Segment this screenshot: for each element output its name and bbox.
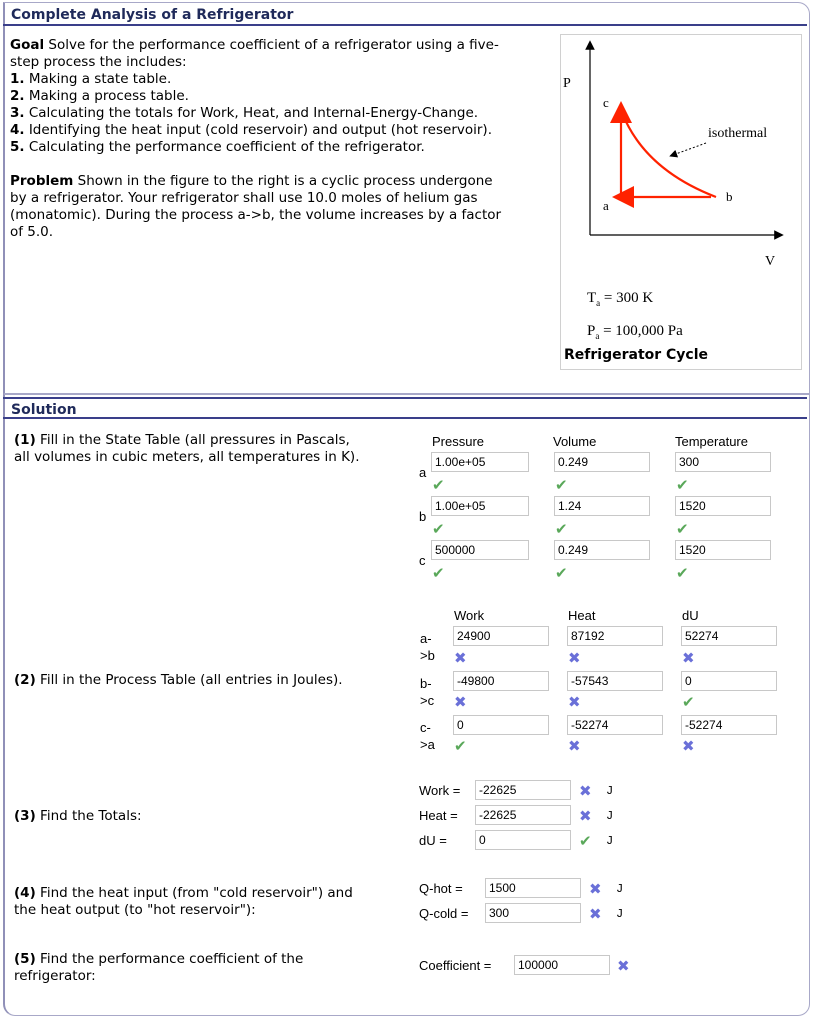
point-c-label: c: [603, 95, 609, 110]
qhot-label: Q-hot =: [419, 881, 463, 896]
process-ab-du-input[interactable]: [681, 626, 777, 646]
ta-sub: a: [596, 298, 601, 308]
point-b-label: b: [726, 189, 733, 204]
step5-num: (5): [14, 951, 36, 967]
step-num-1: 1.: [10, 71, 25, 87]
check-icon: ✔: [676, 520, 689, 538]
goal-line-1: Solve for the performance coefficient of a refrigerator using a five-: [48, 37, 499, 53]
analysis-title: Complete Analysis of a Refrigerator: [11, 7, 294, 23]
problem-line-1: Shown in the figure to the right is a cyclic process undergone: [77, 173, 493, 189]
check-icon: ✔: [432, 476, 445, 494]
isothermal-curve: [623, 115, 716, 197]
cross-icon: ✖: [568, 649, 581, 667]
process-ca-work-input[interactable]: [453, 715, 549, 735]
check-icon: ✔: [555, 564, 568, 582]
total-work-label: Work =: [419, 783, 461, 798]
process-ca-heat-input[interactable]: [567, 715, 663, 735]
step-num-2: 2.: [10, 88, 25, 104]
problem-label: Problem: [10, 173, 74, 189]
ta-label: T: [587, 290, 597, 306]
qcold-unit: J: [616, 907, 624, 921]
step-text-1: Making a state table.: [28, 71, 172, 87]
coefficient-input[interactable]: [514, 955, 610, 975]
problem-line-3: (monatomic). During the process a->b, the volume increases by a factor: [10, 207, 502, 223]
process-ca-label-1: c-: [420, 720, 431, 735]
state-header-volume: Volume: [553, 434, 597, 449]
problem-line-2: by a refrigerator. Your refrigerator shall use 10.0 moles of helium gas: [10, 190, 478, 206]
step1-line-1: Fill in the State Table (all pressures in Pascals,: [40, 432, 350, 448]
process-bc-label-2: >c: [420, 693, 435, 708]
check-icon: ✔: [555, 476, 568, 494]
qhot-input[interactable]: [485, 878, 581, 898]
state-a-temperature-input[interactable]: [675, 452, 771, 472]
check-icon: ✔: [432, 520, 445, 538]
state-b-volume-input[interactable]: [554, 496, 650, 516]
step5-line-1: Find the performance coefficient of the: [40, 951, 304, 967]
step1-line-2: all volumes in cubic meters, all temperatures in K).: [14, 449, 360, 465]
total-heat-unit: J: [606, 809, 614, 823]
step5-text: [14, 951, 404, 985]
process-row-ca-label: [420, 719, 435, 753]
isothermal-pointer: [673, 143, 706, 155]
process-header-work: Work: [454, 608, 485, 623]
pa-readout: [587, 323, 683, 345]
goal-label: Goal: [10, 37, 45, 53]
process-header-heat: Heat: [568, 608, 596, 623]
cross-icon: ✖: [617, 957, 630, 975]
goal-text: [10, 37, 550, 156]
step-text-4: Identifying the heat input (cold reservoir) and output (hot reservoir).: [28, 122, 492, 138]
step3-line: Find the Totals:: [40, 808, 142, 824]
cross-icon: ✖: [454, 649, 467, 667]
step1-num: (1): [14, 432, 36, 448]
step2-num: (2): [14, 672, 36, 688]
cross-icon: ✖: [568, 737, 581, 755]
cross-icon: ✖: [579, 807, 592, 825]
cross-icon: ✖: [579, 782, 592, 800]
state-b-temperature-input[interactable]: [675, 496, 771, 516]
step-num-3: 3.: [10, 105, 25, 121]
cross-icon: ✖: [454, 693, 467, 711]
pa-value: = 100,000 Pa: [603, 323, 683, 339]
pa-sub: a: [595, 331, 600, 341]
check-icon: ✔: [432, 564, 445, 582]
process-bc-label-1: b-: [420, 676, 432, 691]
check-icon: ✔: [579, 832, 592, 850]
total-heat-label: Heat =: [419, 808, 458, 823]
process-bc-heat-input[interactable]: [567, 671, 663, 691]
v-axis-label: V: [765, 254, 776, 269]
process-ab-heat-input[interactable]: [567, 626, 663, 646]
check-icon: ✔: [676, 476, 689, 494]
process-ab-label-2: >b: [420, 648, 435, 663]
process-bc-work-input[interactable]: [453, 671, 549, 691]
state-row-c-label: c: [419, 553, 426, 568]
process-ab-label-1: a-: [420, 631, 432, 646]
state-b-pressure-input[interactable]: [431, 496, 529, 516]
check-icon: ✔: [555, 520, 568, 538]
cross-icon: ✖: [589, 905, 602, 923]
step4-text: [14, 885, 404, 919]
check-icon: ✔: [454, 737, 467, 755]
step-num-4: 4.: [10, 122, 25, 138]
process-ab-work-input[interactable]: [453, 626, 549, 646]
state-header-temperature: Temperature: [675, 434, 748, 449]
qcold-label: Q-cold =: [419, 906, 469, 921]
process-row-bc-label: [420, 675, 434, 709]
diagram-caption: Refrigerator Cycle: [564, 347, 709, 363]
step2-text: [14, 672, 394, 689]
isothermal-label: isothermal: [708, 126, 768, 141]
step5-line-2: refrigerator:: [14, 968, 96, 984]
state-a-pressure-input[interactable]: [431, 452, 529, 472]
step4-line-2: the heat output (to "hot reservoir"):: [14, 902, 256, 918]
analysis-header: [3, 4, 807, 26]
step2-line: Fill in the Process Table (all entries in Joules).: [40, 672, 343, 688]
step-text-5: Calculating the performance coefficient of the refrigerator.: [28, 139, 425, 155]
check-icon: ✔: [682, 693, 695, 711]
step3-num: (3): [14, 808, 36, 824]
total-du-unit: J: [606, 834, 614, 848]
state-c-volume-input[interactable]: [554, 540, 650, 560]
process-ca-du-input[interactable]: [681, 715, 777, 735]
total-work-unit: J: [606, 784, 614, 798]
solution-header: [3, 397, 807, 419]
step-text-3: Calculating the totals for Work, Heat, and Internal-Energy-Change.: [28, 105, 479, 121]
cross-icon: ✖: [682, 649, 695, 667]
check-icon: ✔: [676, 564, 689, 582]
problem-text: [10, 173, 555, 241]
ta-value: = 300 K: [603, 290, 654, 306]
total-du-input[interactable]: [475, 830, 571, 850]
state-c-pressure-input[interactable]: [431, 540, 529, 560]
process-header-du: dU: [682, 608, 699, 623]
total-heat-input[interactable]: [475, 805, 571, 825]
pa-label: P: [587, 323, 596, 339]
process-row-ab-label: [420, 630, 435, 664]
p-axis-label: P: [563, 76, 571, 91]
coefficient-label: Coefficient =: [419, 958, 492, 973]
ta-readout: [587, 290, 653, 312]
cross-icon: ✖: [589, 880, 602, 898]
state-row-a-label: a: [419, 465, 427, 480]
process-ca-label-2: >a: [420, 737, 435, 752]
pv-diagram: [560, 34, 802, 370]
goal-line-2: step process the includes:: [10, 54, 187, 70]
step4-num: (4): [14, 885, 36, 901]
state-c-temperature-input[interactable]: [675, 540, 771, 560]
process-bc-du-input[interactable]: [681, 671, 777, 691]
cross-icon: ✖: [568, 693, 581, 711]
qcold-input[interactable]: [485, 903, 581, 923]
qhot-unit: J: [616, 882, 624, 896]
state-header-pressure: Pressure: [432, 434, 485, 449]
state-row-b-label: b: [419, 509, 427, 524]
state-a-volume-input[interactable]: [554, 452, 650, 472]
cross-icon: ✖: [682, 737, 695, 755]
step-text-2: Making a process table.: [28, 88, 189, 104]
point-a-label: a: [603, 198, 609, 213]
step1-text: [14, 432, 394, 466]
total-du-label: dU =: [419, 833, 447, 848]
solution-title: Solution: [11, 402, 77, 418]
total-work-input[interactable]: [475, 780, 571, 800]
step4-line-1: Find the heat input (from "cold reservoir") and: [40, 885, 353, 901]
problem-line-4: of 5.0.: [10, 224, 54, 240]
step-num-5: 5.: [10, 139, 25, 155]
step3-text: [14, 808, 142, 825]
pv-diagram-svg: [561, 35, 801, 369]
